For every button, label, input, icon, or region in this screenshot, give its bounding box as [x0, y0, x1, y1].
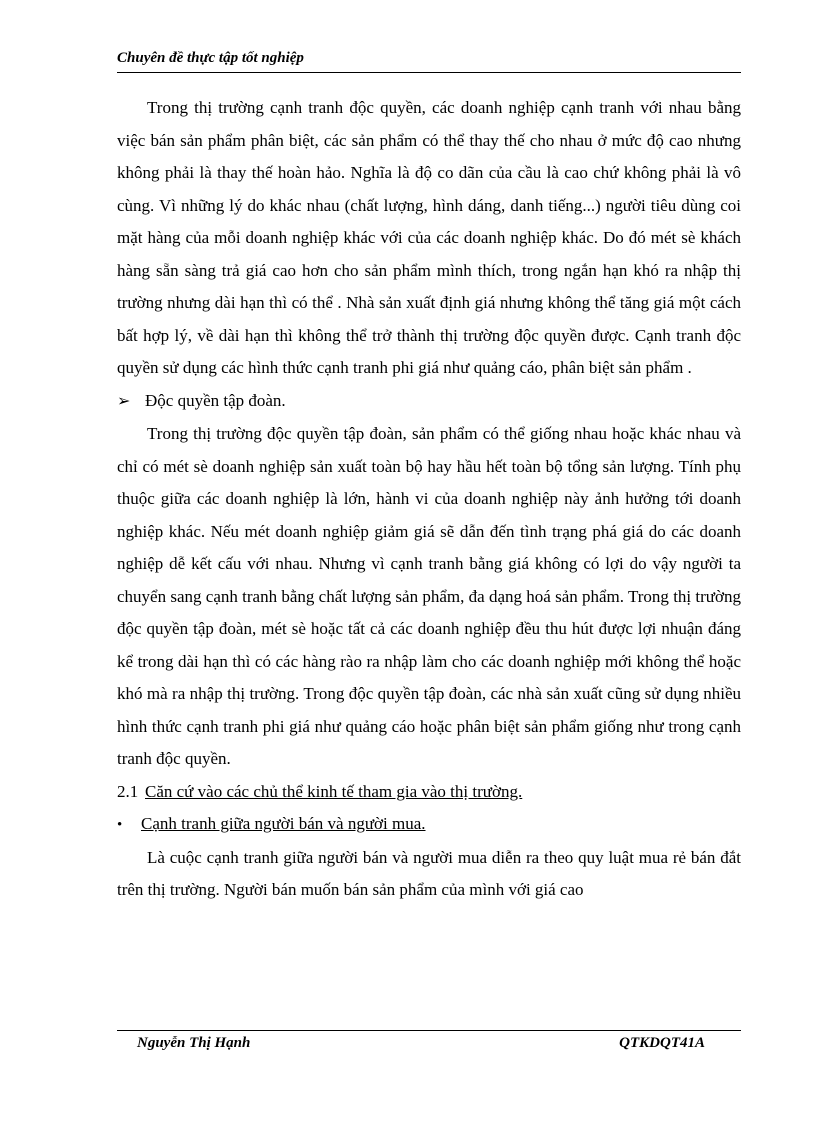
section-title: Căn cứ vào các chủ thể kinh tế tham gia vào thị trường. [145, 781, 523, 801]
footer-author: Nguyễn Thị Hạnh [137, 1035, 251, 1051]
heading-oligopoly-text: Độc quyền tập đoàn. [145, 390, 286, 410]
arrow-bullet-icon: ➢ [117, 392, 131, 410]
heading-seller-buyer [117, 808, 741, 842]
section-number: 2.1 [117, 781, 139, 801]
header-divider [117, 72, 741, 73]
heading-oligopoly [117, 385, 741, 419]
paragraph-seller-buyer: Là cuộc cạnh tranh giữa người bán và người mua diễn ra theo quy luật mua rẻ bán đắt trên thị trường. Người bán muốn bán sản phẩm của mình với giá cao [117, 847, 741, 899]
footer-class-code: QTKDQT41A [619, 1035, 705, 1051]
section-heading-2-1 [117, 776, 741, 809]
dot-bullet-icon: • [117, 817, 123, 833]
heading-seller-buyer-text: Cạnh tranh giữa người bán và người mua. [141, 814, 426, 833]
page-header-title: Chuyên đề thực tập tốt nghiệp [117, 50, 304, 66]
paragraph-oligopoly: Trong thị trường độc quyền tập đoàn, sản phẩm có thể giống nhau hoặc khác nhau và chỉ có mét sè doanh nghiệp sản xuất toàn bộ hay hầu hết toàn bộ tổng sản lượng. Tính phụ thuộc giữa các doanh nghiệp là lớn, hành vi của doanh nghiệp này ảnh hưởng tới doanh nghiệp khác. Nếu mét doanh nghiệp giảm giá sẽ dẫn đến tình trạng phá giá do các doanh nghiệp dễ kết cấu với nhau. Nhưng vì cạnh tranh bằng giá không có lợi do vậy người ta chuyển sang cạnh tranh bằng chất lượng sản phẩm, đa dạng hoá sản phẩm. Trong thị trường độc quyền tập đoàn, mét sè hoặc tất cả các doanh nghiệp đều thu hút được lợi nhuận đáng kể trong dài hạn thì có các hàng rào ra nhập làm cho các doanh nghiệp mới không thể hoặc khó mà ra nhập thị trường. Trong độc quyền tập đoàn, các nhà sản xuất cũng sử dụng nhiều hình thức cạnh tranh phi giá như quảng cáo hoặc phân biệt sản phẩm giống như trong cạnh tranh độc quyền. [117, 424, 741, 768]
footer-divider [117, 1030, 741, 1031]
document-body [117, 92, 741, 907]
paragraph-monopolistic-competition: Trong thị trường cạnh tranh độc quyền, các doanh nghiệp cạnh tranh với nhau bằng việc bán sản phẩm phân biệt, các sản phẩm có thể thay thế cho nhau ở mức độ cao nhưng không phải là thay thế hoàn hảo. Nghĩa là độ co dãn của cầu là cao chứ không phải là vô cùng. Vì những lý do khác nhau (chất lượng, hình dáng, danh tiếng...) người tiêu dùng coi mặt hàng của mỗi doanh nghiệp khác với của các doanh nghiệp khác. Do đó mét sè khách hàng sẵn sàng trả giá cao hơn cho sản phẩm mình thích, trong ngắn hạn khó ra nhập thị trường nhưng dài hạn thì có thể . Nhà sản xuất định giá nhưng không thể tăng giá một cách bất hợp lý, về dài hạn thì không thể trở thành thị trường độc quyền được. Cạnh tranh độc quyền sử dụng các hình thức cạnh tranh phi giá như quảng cáo, phân biệt sản phẩm . [117, 98, 741, 377]
